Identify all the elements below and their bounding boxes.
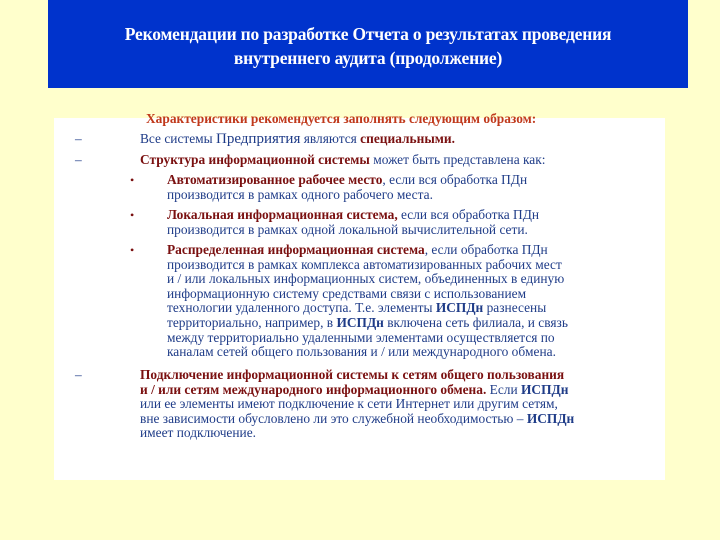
title-line-2: внутреннего аудита (продолжение) xyxy=(233,48,503,68)
bullet-marker: • xyxy=(130,208,135,222)
list-item-2-text: Структура информационной системы может быть представлена как: xyxy=(140,152,546,167)
bullet-marker: • xyxy=(130,243,135,257)
list-item-1-text: Все системы Предприятия являются специальными. xyxy=(140,131,455,147)
dash-marker: – xyxy=(75,367,82,382)
title-line-1: Рекомендации по разработке Отчета о результатах проведения xyxy=(124,24,612,44)
sub-item-1-text: Автоматизированное рабочее место, если вся обработка ПДн производится в рамках одного рабочего места. xyxy=(167,172,528,202)
list-item-3-text: Подключение информационной системы к сетям общего пользования и / или сетям международного информационного обмена. Если ИСПДн или ее элементы имеют подключение к сети Интернет или другим сетям, вне зависимости обусловлено ли это служебной необходимостью – ИСПДн имеет подключение. xyxy=(140,367,575,441)
dash-marker: – xyxy=(75,131,82,146)
dash-marker: – xyxy=(75,152,82,167)
sub-item-3-text: Распределенная информационная система, если обработка ПДн производится в рамках комплекса автоматизированных рабочих мест и / или локальных информационных систем, объединенных в единую информационную систему средствами связи с использованием технологии удаленного доступа. Т.е. элементы ИСПДн разнесены территориально, например, в ИСПДн включена сеть филиала, и связь между территориально удаленными элементами осуществляется по каналам сетей общего пользования и / или международного обмена. xyxy=(167,242,568,360)
title-bar xyxy=(48,0,688,88)
bullet-marker: • xyxy=(130,173,135,187)
content-panel xyxy=(54,111,665,480)
slide-title xyxy=(125,18,611,70)
sub-item-2-text: Локальная информационная система, если вся обработка ПДн производится в рамках одной локальной вычислительной сети. xyxy=(167,207,540,237)
intro-heading: Характеристики рекомендуется заполнять следующим образом: xyxy=(146,111,537,126)
